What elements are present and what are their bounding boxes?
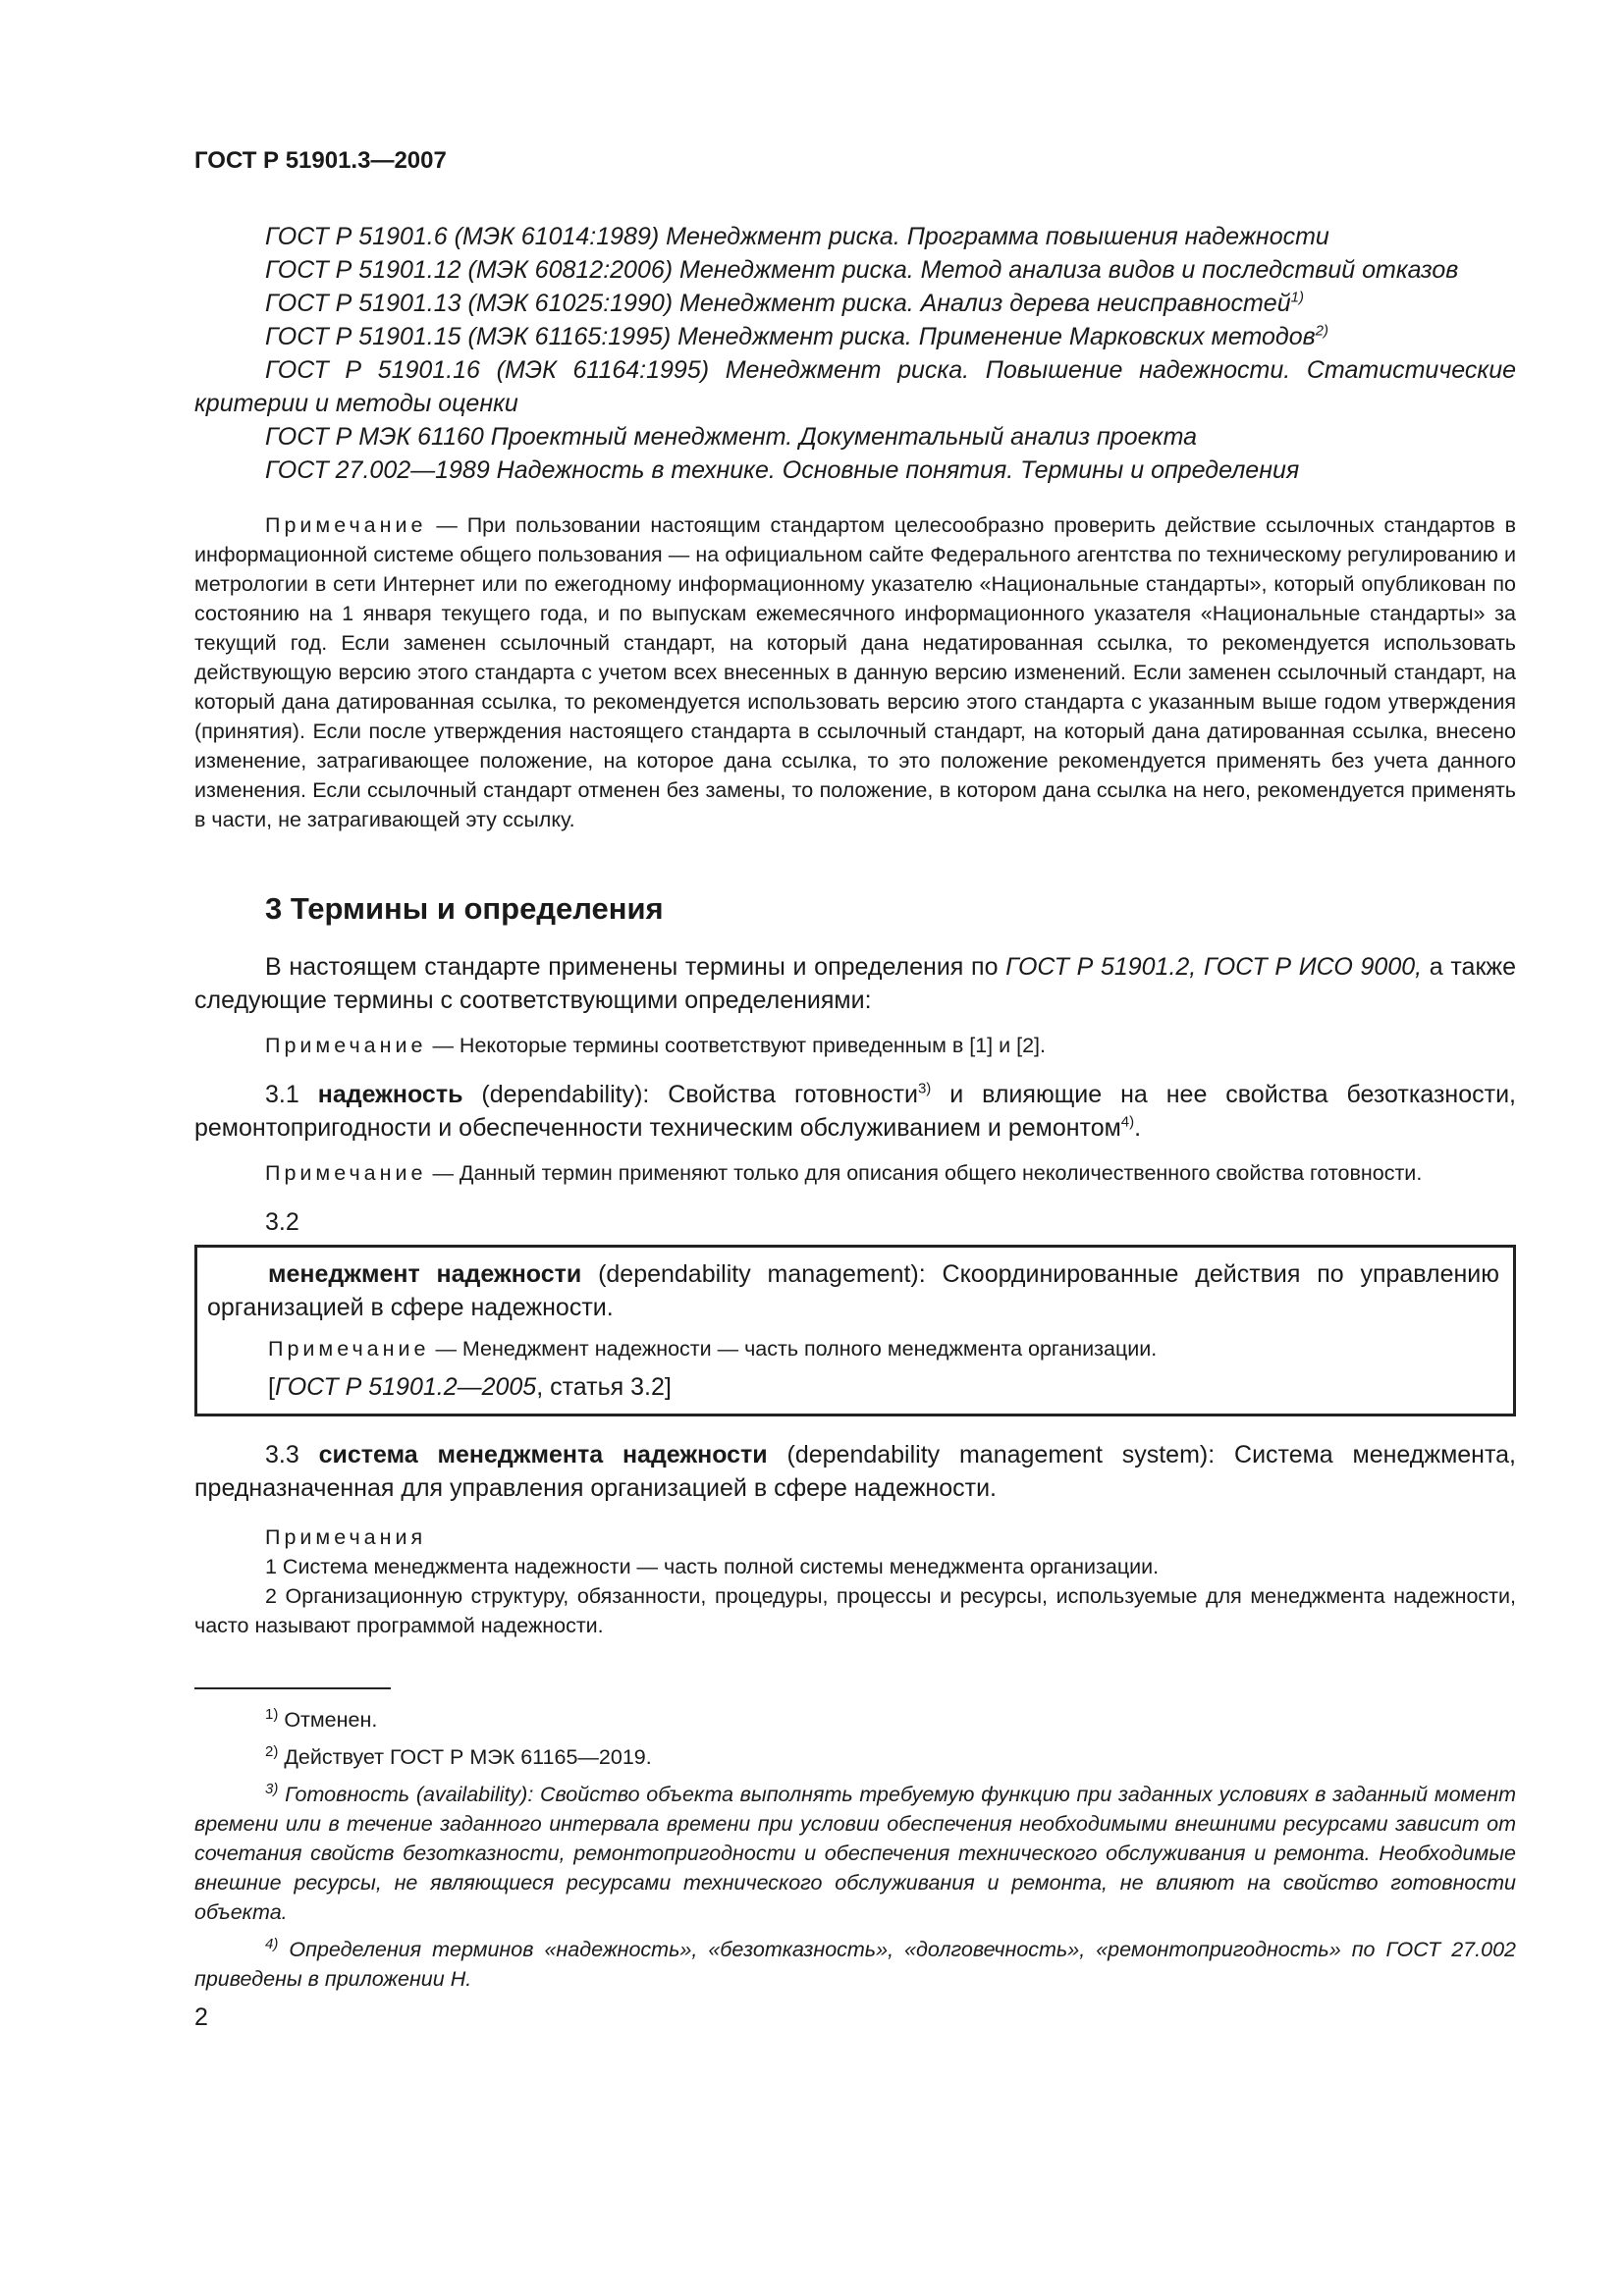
footnote-mark: 3)	[265, 1780, 279, 1797]
reference-item: ГОСТ Р 51901.16 (МЭК 61164:1995) Менеджмент риска. Повышение надежности. Статистические критерии и методы оценки	[194, 356, 1516, 417]
footnote-3: $^{3)}$ Готовность (availability): Свойство объекта выполнять требуемую функцию при заданных условиях в заданный момент времени или в течение заданного интервала времени при условии обеспечения необходимыми внешними ресурсами зависит от сочетания свойств безотказности, ремонтопригодности и обеспечения технического обслуживания и ремонта. Необходимые внешние ресурсы, не являющиеся ресурсами технического обслуживания и ремонта, не влияют на свойство готовности объекта.	[194, 1780, 1516, 1924]
term-number: 3.3	[265, 1441, 299, 1468]
footnote-divider	[194, 1687, 391, 1689]
footnote-2: $^{2)}$ Действует ГОСТ Р МЭК 61165—2019.	[265, 1742, 652, 1769]
term-3-2	[207, 1257, 1499, 1324]
term-source: [ГОСТ Р 51901.2—2005, статья 3.2]	[268, 1373, 672, 1401]
footnote-mark: 1)	[265, 1705, 279, 1723]
term-english: (dependability management system):	[786, 1441, 1216, 1468]
note-text: — При пользовании настоящим стандартом целесообразно проверить действие ссылочных стандартов в информационной системе общего пользования — на официальном сайте Федерального агентства по техническому регулированию и метрологии в сети Интернет или по ежегодному информационному указателю «Национальные стандарты», который опубликован по состоянию на 1 января текущего года, и по выпускам ежемесячного информационного указателя «Национальные стандарты» за текущий год. Если заменен ссылочный стандарт, на который дана недатированная ссылка, то рекомендуется использовать действующую версию этого стандарта с учетом всех внесенных в данную версию изменений. Если заменен ссылочный стандарт, на который дана датированная ссылка, то рекомендуется использовать версию этого стандарта с указанным выше годом утверждения (принятия). Если после утверждения настоящего стандарта в ссылочный стандарт, на который дана датированная ссылка, внесено изменение, затрагивающее положение, на которое дана ссылка, то это положение рекомендуется применять без учета данного изменения. Если ссылочный стандарт отменен без замены, то положение, в котором дана ссылка на него, рекомендуется применять в части, не затрагивающей эту ссылку.	[194, 513, 1516, 831]
note-text: — Менеджмент надежности — часть полного менеджмента организации.	[435, 1337, 1158, 1361]
reference-item: ГОСТ 27.002—1989 Надежность в технике. Основные понятия. Термины и определения	[265, 456, 1300, 484]
term-3-3-notes	[194, 1522, 1516, 1640]
page-number: 2	[194, 2003, 208, 2031]
references-note	[194, 510, 1516, 834]
normative-references-list	[194, 220, 1516, 487]
term-3-1-note	[194, 1158, 1516, 1188]
term-3-2-box	[194, 1245, 1516, 1416]
term-english: (dependability management):	[598, 1260, 926, 1288]
footnote-ref[interactable]: 4)	[1120, 1113, 1135, 1131]
note-label: Примечание	[265, 1034, 427, 1057]
note-item: 1 Система менеджмента надежности — часть полной системы менеджмента организации.	[265, 1555, 1160, 1578]
term-3-1: 3.1 надежность (dependability): Свойства готовности$^{3)}$ и влияющие на нее свойства безотказности, ремонтопригодности и обеспеченности техническим обслуживанием и ремонтом$^{4)}$.	[194, 1080, 1516, 1142]
footnote-ref[interactable]: 1)	[1290, 289, 1304, 306]
footnote-ref[interactable]: 3)	[917, 1080, 932, 1097]
term-number: 3.1	[265, 1081, 299, 1108]
term-definition: Система менеджмента, предназначенная для управления организацией в сфере надежности.	[194, 1441, 1516, 1502]
reference-item	[194, 320, 1516, 353]
notes-label: Примечания	[265, 1525, 427, 1549]
term-name: менеджмент надежности	[268, 1260, 582, 1288]
section-intro: В настоящем стандарте применены термины и определения по ГОСТ Р 51901.2, ГОСТ Р ИСО 9000, а также следующие термины с соответствующими определениями:	[194, 953, 1517, 1014]
term-definition: Скоординированные действия по управлению организацией в сфере надежности.	[207, 1260, 1500, 1321]
term-3-3	[194, 1438, 1516, 1505]
intro-refs: ГОСТ Р 51901.2, ГОСТ Р ИСО 9000,	[1005, 953, 1423, 981]
reference-text: ГОСТ Р 51901.15 (МЭК 61165:1995) Менеджмент риска. Применение Марковских методов	[265, 323, 1316, 350]
reference-item: ГОСТ Р МЭК 61160 Проектный менеджмент. Документальный анализ проекта	[265, 423, 1198, 451]
footnote-ref[interactable]: 2)	[1315, 322, 1329, 340]
section-title: 3 Термины и определения	[265, 891, 664, 926]
note-text: — Данный термин применяют только для описания общего неколичественного свойства готовности.	[432, 1161, 1423, 1185]
reference-item: ГОСТ Р 51901.6 (МЭК 61014:1989) Менеджмент риска. Программа повышения надежности	[265, 223, 1329, 250]
note-item: 2 Организационную структуру, обязанности, процедуры, процессы и ресурсы, используемые для менеджмента надежности, часто называют программой надежности.	[194, 1584, 1516, 1637]
term-name: система менеджмента надежности	[318, 1441, 768, 1468]
note-label: Примечание	[265, 513, 427, 537]
note-text: — Некоторые термины соответствуют приведенным в [1] и [2].	[432, 1034, 1046, 1057]
term-definition: Свойства готовности	[668, 1081, 918, 1108]
intro-note	[194, 1031, 1516, 1060]
footnote-1: $^{1)}$ Отменен.	[265, 1705, 378, 1732]
term-name: надежность	[317, 1081, 463, 1108]
term-3-2-note	[207, 1334, 1499, 1363]
reference-item: ГОСТ Р 51901.12 (МЭК 60812:2006) Менеджмент риска. Метод анализа видов и последствий отказов	[265, 256, 1459, 284]
footnote-mark: 4)	[265, 1935, 279, 1952]
footnote-mark: 2)	[265, 1742, 279, 1760]
footnote-4: $^{4)}$ Определения терминов «надежность», «безотказность», «долговечность», «ремонтопригодность» по ГОСТ 27.002 приведены в приложении Н.	[194, 1935, 1516, 1991]
note-label: Примечание	[268, 1337, 430, 1361]
page-content	[194, 147, 1516, 2032]
term-english: (dependability):	[481, 1081, 650, 1108]
reference-text: ГОСТ Р 51901.13 (МЭК 61025:1990) Менеджмент риска. Анализ дерева неисправностей	[265, 290, 1291, 317]
term-3-2-number: 3.2	[265, 1208, 299, 1236]
note-label: Примечание	[265, 1161, 427, 1185]
reference-item	[194, 287, 1516, 320]
source-ref: ГОСТ Р 51901.2—2005	[274, 1373, 537, 1401]
document-header: ГОСТ Р 51901.3—2007	[194, 147, 447, 174]
